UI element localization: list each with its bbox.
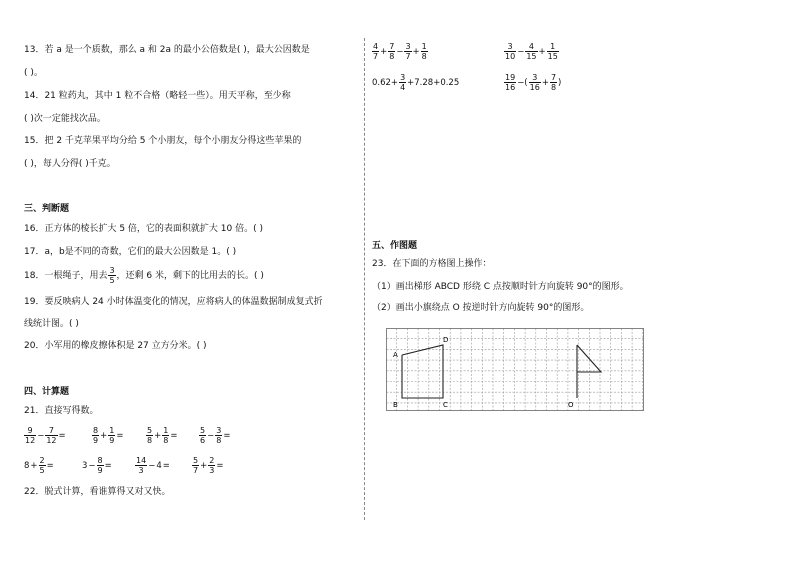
fraction [388, 42, 395, 61]
calc-r1c2 [92, 426, 123, 445]
equals-sign: = [170, 430, 178, 441]
fraction [208, 456, 215, 475]
fraction [547, 42, 559, 61]
fraction [199, 426, 206, 445]
expr-prefix: 0.62+ [372, 77, 399, 88]
q14-line1: 14．21 粒药丸，其中 1 粒不合格（略轻一些）。用天平称，至少称 [24, 91, 291, 101]
plus-sign: + [380, 46, 388, 57]
fraction [504, 73, 516, 92]
fraction [162, 426, 169, 445]
frac-den: 8 [216, 436, 222, 445]
calc-r2c2 [82, 456, 112, 475]
frac-num: 1 [547, 42, 559, 52]
label-o: O [568, 401, 574, 409]
frac-num: 1 [421, 42, 427, 51]
frac-num: 5 [193, 456, 199, 465]
equals-sign: = [46, 460, 54, 471]
frac-den: 9 [109, 436, 115, 445]
fraction [404, 42, 411, 61]
q15-line2: ( )，每人分得( )千克。 [24, 159, 116, 169]
q23-part1: （1）画出梯形 ABCD 形绕 C 点按顺时针方向旋转 90°的图形。 [372, 282, 629, 292]
expr-4 [504, 73, 561, 92]
whole-number: 8 [24, 460, 30, 471]
plus-sign: + [100, 430, 108, 441]
frac-num: 9 [24, 426, 36, 436]
column-divider [364, 38, 365, 520]
expr-1 [372, 42, 428, 61]
close-paren: ) [558, 77, 562, 88]
section-4-title: 四、计算题 [24, 387, 70, 397]
frac-den: 8 [163, 436, 169, 445]
frac-den: 3 [138, 466, 144, 475]
frac-den: 5 [39, 466, 45, 475]
q13-line1: 13．若 a 是一个质数，那么 a 和 2a 的最小公倍数是( )，最大公因数是 [24, 45, 310, 55]
frac-den: 8 [421, 52, 427, 61]
whole-number: 4 [156, 460, 162, 471]
label-b: B [393, 401, 398, 409]
frac-den: 16 [529, 83, 540, 92]
calc-r1c1 [24, 426, 66, 445]
frac-den: 16 [505, 83, 516, 92]
frac-den: 9 [97, 466, 103, 475]
frac-den: 3 [209, 466, 215, 475]
whole-number: 3 [82, 460, 88, 471]
q19-line1: 19．要反映病人 24 小时体温变化的情况，应将病人的体温数据制成复式折 [24, 297, 323, 307]
minus-sign: − [396, 46, 404, 57]
frac-den: 5 [109, 276, 115, 285]
label-d: D [443, 336, 449, 344]
frac-num: 14 [136, 456, 147, 465]
frac-num: 7 [550, 73, 557, 82]
fraction [24, 426, 36, 445]
open-paren: −( [517, 77, 528, 88]
equals-sign: = [58, 430, 66, 441]
frac-num: 1 [109, 426, 115, 435]
q17: 17．a，b是不同的奇数，它们的最大公因数是 1。( ) [24, 247, 237, 257]
q22: 22．脱式计算，看谁算得又对又快。 [24, 487, 171, 497]
frac-num: 3 [504, 42, 516, 52]
q13-line2: ( )。 [24, 68, 43, 78]
frac-num: 4 [373, 42, 379, 51]
frac-num: 7 [389, 42, 395, 51]
fraction [135, 456, 147, 475]
trapezoid-abcd [402, 345, 443, 398]
q14-line2: ( )次一定能找次品。 [24, 114, 106, 124]
frac-den: 15 [526, 52, 537, 61]
plus-sign: + [200, 460, 208, 471]
plus-sign: + [412, 46, 420, 57]
equals-sign: = [216, 460, 224, 471]
calc-r2c4 [192, 456, 223, 475]
q20: 20．小军用的橡皮擦体积是 27 立方分米。( ) [24, 341, 207, 351]
frac-num: 5 [147, 426, 153, 435]
plus-sign: + [30, 460, 38, 471]
fraction [45, 426, 57, 445]
frac-num: 2 [209, 456, 215, 465]
frac-den: 10 [505, 52, 516, 61]
fraction [529, 73, 541, 92]
minus-sign: − [207, 430, 215, 441]
label-a: A [393, 351, 398, 359]
q18-suffix: ，还剩 6 米，剩下的比用去的长。( ) [116, 270, 264, 281]
frac-num: 3 [529, 73, 541, 83]
fraction [421, 42, 428, 61]
frac-den: 8 [389, 52, 395, 61]
q21: 21．直接写得数。 [24, 406, 99, 416]
frac-num: 7 [45, 426, 57, 436]
frac-den: 15 [547, 52, 558, 61]
q23: 23．在下面的方格图上操作： [372, 259, 492, 269]
equals-sign: = [104, 460, 112, 471]
frac-num: 2 [39, 456, 45, 465]
fraction [525, 42, 537, 61]
frac-den: 6 [200, 436, 206, 445]
fraction [97, 456, 104, 475]
minus-sign: − [517, 46, 525, 57]
calc-r1c3 [146, 426, 177, 445]
frac-den: 8 [147, 436, 153, 445]
frac-num: 3 [405, 42, 411, 51]
expr-suffix: +7.28+0.25 [407, 77, 460, 88]
fraction [39, 456, 46, 475]
fraction [192, 456, 199, 475]
plus-sign: + [541, 77, 549, 88]
fraction [550, 73, 557, 92]
frac-num: 5 [200, 426, 206, 435]
calc-r2c3 [135, 456, 170, 475]
q23-part2: （2）画出小旗绕点 O 按逆时针方向旋转 90°的图形。 [372, 303, 590, 313]
fraction [215, 426, 222, 445]
minus-sign: − [88, 460, 96, 471]
frac-den: 7 [193, 466, 199, 475]
frac-num: 3 [400, 73, 406, 82]
expr-3 [372, 73, 459, 92]
frac-num: 3 [216, 426, 222, 435]
frac-num: 4 [525, 42, 537, 52]
q15-line1: 15．把 2 千克苹果平均分给 5 个小朋友，每个小朋友分得这些苹果的 [24, 136, 302, 146]
q18-fraction [108, 266, 115, 285]
frac-num: 3 [109, 266, 115, 275]
frac-den: 7 [373, 52, 379, 61]
equals-sign: = [223, 430, 231, 441]
minus-sign: − [37, 430, 45, 441]
q16: 16．正方体的棱长扩大 5 倍，它的表面积就扩大 10 倍。( ) [24, 224, 263, 234]
q19-line2: 线统计图。( ) [24, 319, 79, 329]
q18 [24, 266, 264, 285]
fraction [108, 426, 115, 445]
frac-den: 12 [25, 436, 36, 445]
frac-num: 8 [93, 426, 99, 435]
frac-den: 4 [400, 83, 406, 92]
equals-sign: = [162, 460, 170, 471]
frac-den: 12 [46, 436, 57, 445]
fraction [92, 426, 99, 445]
label-c: C [443, 401, 448, 409]
frac-den: 9 [93, 436, 99, 445]
fraction [146, 426, 153, 445]
grid-figure [386, 328, 650, 414]
frac-den: 7 [405, 52, 411, 61]
section-3-title: 三、判断题 [24, 204, 70, 214]
frac-num: 8 [97, 456, 103, 465]
frac-num: 19 [505, 73, 516, 82]
frac-den: 8 [550, 83, 557, 92]
expr-2 [504, 42, 559, 61]
frac-num: 1 [163, 426, 169, 435]
calc-r1c4 [199, 426, 230, 445]
q18-prefix: 18．一根绳子，用去 [24, 270, 108, 281]
plus-sign: + [154, 430, 162, 441]
minus-sign: − [148, 460, 156, 471]
fraction [372, 42, 379, 61]
calc-r2c1 [24, 456, 54, 475]
fraction [504, 42, 516, 61]
equals-sign: = [116, 430, 124, 441]
section-5-title: 五、作图题 [372, 241, 418, 251]
fraction [399, 73, 406, 92]
plus-sign: + [538, 46, 546, 57]
